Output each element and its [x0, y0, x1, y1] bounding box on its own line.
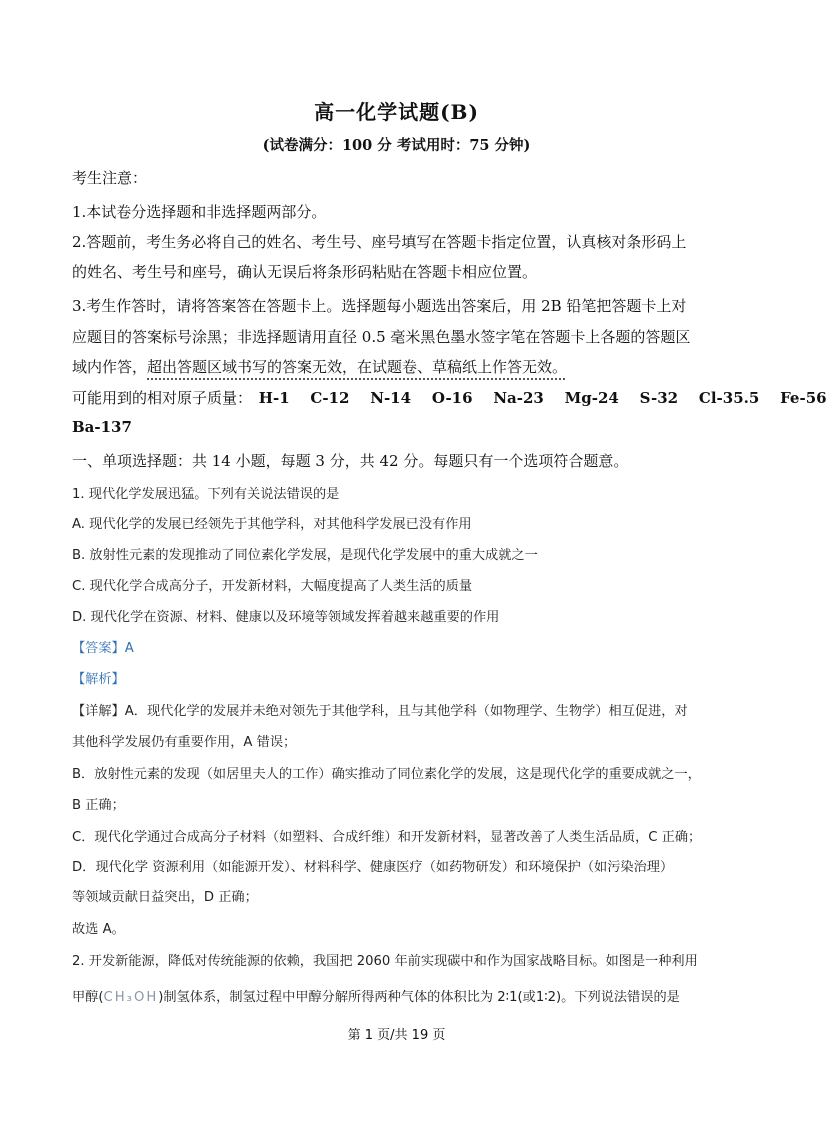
page-title: 高一化学试题(B) [314, 100, 479, 124]
atomic-mass-item: Na-23 [493, 389, 544, 407]
q1-detail-line: C．现代化学通过合成高分子材料（如塑料、合成纤维）和开发新材料，显著改善了人类生活品质，C 正确； [72, 830, 702, 845]
analysis-tag: 【解析】 [72, 672, 125, 687]
atomic-mass-item: O-16 [431, 389, 473, 407]
notice-item-3-line-3 [72, 356, 567, 377]
q1-detail-line: 【详解】A．现代化学的发展并未绝对领先于其他学科，且与其他学科（如物理学、生物学）相互促进，对 [72, 704, 688, 719]
notice-item-2-line-1: 2.答题前，考生务必将自己的姓名、考生号、座号填写在答题卡指定位置，认真核对条形码上 [72, 233, 687, 251]
atomic-mass-item: Mg-24 [564, 389, 619, 407]
atomic-mass-item: C-12 [310, 389, 350, 407]
atomic-mass-item: Fe-56 [780, 389, 827, 407]
q1-option-b: B. 放射性元素的发现推动了同位素化学发展，是现代化学发展中的重大成就之一 [72, 548, 538, 563]
q1-detail-line: 其他科学发展仍有重要作用，A 错误； [72, 735, 297, 750]
notice-item-1: 1.本试卷分选择题和非选择题两部分。 [72, 203, 327, 221]
q1-option-d: D. 现代化学在资源、材料、健康以及环境等领域发挥着越来越重要的作用 [72, 610, 500, 625]
q1-answer [72, 637, 134, 656]
q1-option-c: C. 现代化学合成高分子，开发新材料，大幅度提高了人类生活的质量 [72, 579, 473, 594]
q1-detail-line: 故选 A。 [72, 922, 125, 937]
q2-text-b: )制氢体系，制氢过程中甲醇分解所得两种气体的体积比为 2∶1(或1∶2)。下列说法错误的是 [158, 990, 680, 1005]
q1-detail-line: D．现代化学 资源利用（如能源开发）、材料科学、健康医疗（如药物研发）和环境保护（如污染治理） [72, 860, 674, 875]
q2-line-2 [72, 986, 680, 1005]
q1-option-a: A. 现代化学的发展已经领先于其他学科，对其他科学发展已没有作用 [72, 517, 472, 532]
q1-stem: 1. 现代化学发展迅猛。下列有关说法错误的是 [72, 487, 340, 502]
answer-tag: 【答案】A [72, 641, 134, 656]
page-footer: 第 1 页/共 19 页 [347, 1028, 446, 1043]
notice-item-3-emphasis: 超出答题区域书写的答案无效，在试题卷、草稿纸上作答无效。 [147, 358, 568, 376]
notice-heading: 考生注意： [72, 169, 148, 187]
q1-detail-line: B 正确； [72, 798, 125, 813]
atomic-mass-item: H-1 [258, 389, 290, 407]
notice-item-2-line-2: 的姓名、考生号和座号，确认无误后将条形码粘贴在答题卡相应位置。 [72, 263, 538, 281]
atomic-masses-label: 可能用到的相对原子质量： [72, 389, 253, 407]
exam-subtitle: (试卷满分：100 分 考试用时：75 分钟) [262, 137, 531, 154]
atomic-masses [72, 387, 827, 408]
q1-detail-line: 等领域贡献日益突出，D 正确； [72, 890, 258, 905]
section-1-heading: 一、单项选择题：共 14 小题，每题 3 分，共 42 分。每题只有一个选项符合题意。 [72, 452, 629, 470]
q1-detail-line: B．放射性元素的发现（如居里夫人的工作）确实推动了同位素化学的发展，这是现代化学的重要成就之一， [72, 767, 701, 782]
atomic-mass-item: N-14 [370, 389, 412, 407]
notice-item-3-line-2: 应题目的答案标号涂黑；非选择题请用直径 0.5 毫米黑色墨水签字笔在答题卡上各题的答题区 [72, 328, 691, 346]
notice-item-3-line-1: 3.考生作答时，请将答案答在答题卡上。选择题每小题选出答案后，用 2B 铅笔把答题卡上对 [72, 297, 687, 315]
notice-item-3-plain: 域内作答， [72, 358, 148, 376]
atomic-mass-item: S-32 [639, 389, 679, 407]
atomic-mass-item: Cl-35.5 [698, 389, 760, 407]
atomic-mass-last: Ba-137 [72, 418, 132, 436]
q2-text-a: 甲醇( [72, 990, 104, 1005]
q1-analysis [72, 668, 125, 687]
methanol-formula: CH₃OH [103, 990, 159, 1005]
q2-line-1: 2. 开发新能源，降低对传统能源的依赖，我国把 2060 年前实现碳中和作为国家战略目标。如图是一种利用 [72, 954, 698, 969]
